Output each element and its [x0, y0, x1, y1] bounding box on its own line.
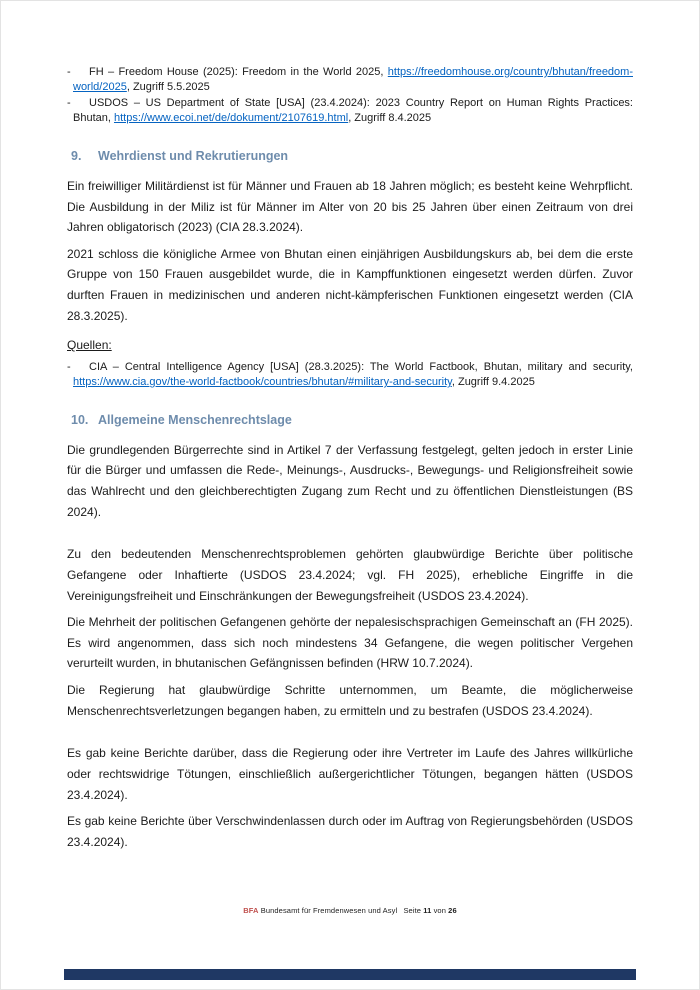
footer-page-current: 11: [423, 906, 432, 915]
section-number: 10.: [71, 412, 89, 427]
source-text: USDOS – US Department of State [USA] (23.4.2024): 2023 Country Report on Human Rights Practices: Bhutan,: [73, 97, 633, 125]
section-number: 9.: [71, 148, 82, 163]
paragraph-gap: [67, 528, 633, 544]
paragraph: Es gab keine Berichte über Verschwindenlassen durch oder im Auftrag von Regierungsbehörden (USDOS 23.4.2024).: [67, 814, 633, 849]
source-text-after: , Zugriff 5.5.2025: [126, 80, 210, 93]
footer-org-name: Bundesamt für Fremdenwesen und Asyl: [260, 906, 398, 915]
paragraph: Es gab keine Berichte darüber, dass die Regierung oder ihre Vertreter im Laufe des Jahres willkürliche oder rechtswidrige Tötungen, einschließlich außergerichtlicher Tötungen, begangen hätten (USDOS 23.4.2024).: [67, 746, 633, 802]
quellen-label: Quellen:: [67, 338, 112, 353]
top-source-list: [67, 65, 633, 126]
source-text-after: , Zugriff 8.4.2025: [348, 112, 432, 125]
bullet-dash: -: [67, 97, 71, 110]
section-9-heading: [71, 149, 633, 163]
paragraph: Ein freiwilliger Militärdienst ist für Männer und Frauen ab 18 Jahren möglich; es besteht keine Wehrpflicht. Die Ausbildung in der Miliz ist für Männer im Alter von 20 bis 25 Jahren über einen Zeitraum von drei Jahren obligatorisch (2023) (CIA 28.3.2024).: [67, 178, 633, 235]
footer-of-label: von: [433, 906, 446, 915]
bullet-dash: -: [67, 66, 71, 78]
footer-page-label: Seite: [403, 906, 422, 915]
section-title: Wehrdienst und Rekrutierungen: [98, 148, 289, 163]
section-9-body: [67, 176, 633, 326]
page-footer: [1, 906, 699, 915]
source-text: CIA – Central Intelligence Agency [USA] (28.3.2025): The World Factbook, Bhutan, military and security,: [89, 361, 633, 374]
source-text: FH – Freedom House (2025): Freedom in the World 2025,: [89, 66, 388, 78]
footer-bar: [64, 969, 636, 980]
source-item: [67, 360, 633, 389]
source-item: [67, 65, 633, 94]
section-9-source-list: [67, 360, 633, 389]
paragraph: 2021 schloss die königliche Armee von Bhutan einen einjährigen Ausbildungskurs ab, bei dem die erste Gruppe von 150 Frauen ausgebildet wurde, die in Kampffunktionen eingesetzt werden dürfen. Zuvor durften Frauen in medizinischen und anderen nicht-kämpferischen Funktionen eingesetzt werden (CIA 28.3.2025).: [67, 246, 633, 323]
footer-page-indicator: [403, 906, 456, 915]
source-text-after: , Zugriff 9.4.2025: [451, 376, 535, 389]
source-link[interactable]: https://www.ecoi.net/de/dokument/2107619.html: [113, 112, 349, 125]
paragraph: Die Regierung hat glaubwürdige Schritte unternommen, um Beamte, die möglicherweise Menschenrechtsverletzungen begangen haben, zu ermitteln und zu bestrafen (USDOS 23.4.2024).: [67, 683, 633, 718]
paragraph: Die Mehrheit der politischen Gefangenen gehörte der nepalesischsprachigen Gemeinschaft an (FH 2025). Es wird angenommen, dass sich noch mindestens 34 Gefangene, die wegen politischer Vergehen verurteilt wurden, in bhutanischen Gefängnissen befinden (HRW 10.7.2024).: [67, 615, 633, 671]
bullet-dash: -: [67, 361, 71, 374]
section-title: Allgemeine Menschenrechtslage: [98, 412, 292, 427]
paragraph: Zu den bedeutenden Menschenrechtsproblemen gehörten glaubwürdige Berichte über politische Gefangene oder Inhaftierte (USDOS 23.4.2024; vgl. FH 2025), erhebliche Eingriffe in die Vereinigungsfreiheit und Einschränkungen der Bewegungsfreiheit (USDOS 23.4.2024).: [67, 547, 633, 603]
footer-org-abbr: BFA: [243, 906, 259, 915]
source-link[interactable]: https://www.cia.gov/the-world-factbook/countries/bhutan/#military-and-security: [73, 376, 452, 389]
source-item: [67, 96, 633, 125]
footer-page-total: 26: [448, 906, 457, 915]
source-link[interactable]: https://freedomhouse.org/country/bhutan/freedom-world/2025: [73, 66, 633, 93]
paragraph-gap: [67, 727, 633, 743]
section-10-heading: [71, 413, 633, 427]
paragraph: Die grundlegenden Bürgerrechte sind in Artikel 7 der Verfassung festgelegt, gelten jedoch in erster Linie für die Bürger und umfassen die Rede-, Meinungs-, Ausdrucks-, Bewegungs- und Religionsfreiheit sowie das Wahlrecht und den gleichberechtigten Zugang zum Recht und zu öffentlichen Dienstleistungen (BS 2024).: [67, 442, 633, 519]
section-10-body: [67, 440, 633, 853]
